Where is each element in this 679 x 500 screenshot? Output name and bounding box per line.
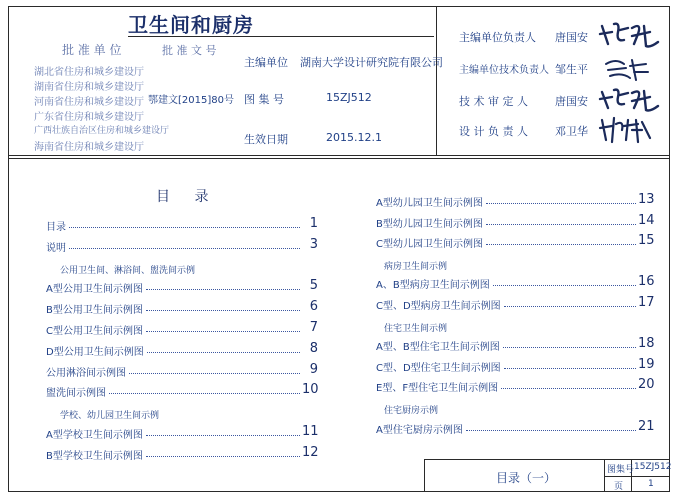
- toc-leader-dots: [146, 310, 300, 311]
- toc-leader-dots: [146, 435, 300, 436]
- signature-image: [598, 114, 656, 144]
- toc-leader-dots: [493, 285, 636, 286]
- toc-section-title: 住宅厨房示例: [384, 406, 439, 416]
- toc-entry[interactable]: [376, 194, 654, 210]
- toc-page-number: 6: [309, 299, 318, 315]
- signature-image: [598, 18, 662, 50]
- toc-page-number: 15: [638, 233, 655, 249]
- toc-leader-dots: [69, 227, 300, 228]
- toc-leader-dots: [129, 373, 300, 374]
- editor-unit-value: 湖南大学设计研究院有限公司: [300, 56, 443, 69]
- toc-entry[interactable]: [46, 340, 318, 359]
- toc-entry[interactable]: [46, 236, 318, 255]
- editor-unit-label: 主编单位: [244, 56, 288, 69]
- toc-entry[interactable]: [46, 361, 318, 380]
- department-name: 广东省住房和城乡建设厅: [34, 112, 144, 123]
- toc-leader-dots: [69, 248, 300, 249]
- toc-page-number: 8: [309, 340, 318, 356]
- toc-leader-dots: [503, 347, 636, 348]
- header-divider: [436, 6, 437, 156]
- toc-entry-label: C型、D型病房卫生间示例图: [376, 301, 501, 312]
- atlas-no-label: 图 集 号: [244, 93, 284, 106]
- toc-page-number: 16: [638, 274, 655, 290]
- toc-entry[interactable]: [376, 235, 654, 251]
- toc-entry-label: D型公用卫生间示例图: [46, 346, 144, 358]
- department-name: 湖北省住房和城乡建设厅: [34, 67, 144, 78]
- toc-leader-dots: [486, 244, 636, 245]
- toc-entry[interactable]: [376, 212, 655, 231]
- toc-page-number: 7: [309, 320, 318, 335]
- person-name: 唐国安: [555, 95, 588, 108]
- toc-entry-label: 目录: [46, 222, 66, 233]
- toc-entry-label: A、B型病房卫生间示例图: [376, 280, 490, 292]
- department-name: 广西壮族自治区住房和城乡建设厅: [34, 126, 170, 136]
- toc-page-number: 12: [302, 444, 319, 460]
- toc-section-title: 住宅卫生间示例: [384, 323, 448, 334]
- toc-section-title: 学校、幼儿园卫生间示例: [60, 411, 160, 422]
- toc-leader-dots: [147, 352, 300, 353]
- title-block-page-label: 页: [614, 482, 624, 492]
- toc-entry-label: A型住宅厨房示例图: [376, 424, 463, 436]
- toc-entry-label: A型公用卫生间示例图: [46, 284, 143, 296]
- toc-leader-dots: [504, 306, 636, 307]
- toc-leader-dots: [486, 203, 636, 204]
- toc-entry-label: E型、F型住宅卫生间示例图: [376, 383, 499, 395]
- signature-image: [598, 84, 662, 114]
- toc-entry[interactable]: [46, 444, 319, 463]
- toc-page-number: 18: [638, 336, 655, 352]
- toc-page-number: 20: [638, 377, 655, 393]
- person-role: 技 术 审 定 人: [459, 95, 528, 108]
- toc-section-title: 公用卫生间、淋浴间、盥洗间示例: [60, 265, 196, 276]
- title-block-top-rule: [424, 459, 670, 460]
- department-name: 河南省住房和城乡建设厅: [34, 97, 144, 108]
- toc-page-number: 5: [309, 278, 318, 294]
- effective-date-value: 2015.12.1: [326, 131, 382, 144]
- toc-leader-dots: [146, 456, 300, 457]
- toc-entry-label: 公用淋浴间示例图: [46, 367, 126, 379]
- toc-leader-dots: [501, 388, 636, 389]
- title-block-left-rule: [424, 459, 425, 492]
- toc-leader-dots: [146, 289, 300, 290]
- title-block-atlas-label: 图集号: [607, 465, 635, 475]
- toc-entry[interactable]: [376, 297, 654, 313]
- toc-entry[interactable]: [376, 276, 654, 292]
- toc-entry-label: B型学校卫生间示例图: [46, 450, 143, 462]
- toc-entry-label: C型公用卫生间示例图: [46, 326, 143, 337]
- toc-entry-label: C型幼儿园卫生间示例图: [376, 239, 483, 251]
- toc-heading: 目 录: [156, 189, 219, 205]
- toc-page-number: 3: [309, 236, 318, 252]
- toc-page-number: 17: [638, 295, 655, 310]
- toc-leader-dots: [146, 331, 300, 332]
- toc-entry[interactable]: [46, 301, 318, 317]
- signature-image: [602, 54, 652, 82]
- toc-entry[interactable]: [46, 426, 318, 442]
- toc-entry[interactable]: [46, 384, 318, 400]
- toc-entry-label: C型、D型住宅卫生间示例图: [376, 362, 501, 374]
- toc-entry-label: 说明: [46, 242, 66, 254]
- toc-entry[interactable]: [376, 379, 654, 395]
- title-block-atlas-value: 15ZJ512: [634, 462, 672, 472]
- toc-entry[interactable]: [46, 218, 318, 234]
- department-name: 湖南省住房和城乡建设厅: [34, 82, 144, 93]
- toc-entry[interactable]: [46, 322, 318, 338]
- header-double-rule: [8, 158, 670, 159]
- toc-leader-dots: [109, 393, 300, 394]
- toc-entry[interactable]: [376, 418, 655, 437]
- effective-date-label: 生效日期: [244, 133, 288, 146]
- department-name: 海南省住房和城乡建设厅: [34, 142, 144, 153]
- title-block-page-value: 1: [648, 479, 654, 489]
- toc-page-number: 1: [309, 216, 318, 231]
- sheet-title: 目录（一）: [496, 471, 557, 485]
- approval-doc-value: 鄂建文[2015]80号: [148, 95, 234, 106]
- toc-entry[interactable]: [46, 280, 318, 296]
- toc-entry-label: A型、B型住宅卫生间示例图: [376, 342, 500, 354]
- toc-entry-label: A型幼儿园卫生间示例图: [376, 198, 483, 209]
- approval-doc-label: 批 准 文 号: [162, 44, 217, 57]
- approval-unit-label: 批 准 单 位: [62, 43, 122, 57]
- toc-leader-dots: [486, 224, 636, 225]
- toc-entry[interactable]: [376, 356, 655, 375]
- person-name: 邓卫华: [555, 125, 588, 138]
- toc-section-title: 病房卫生间示例: [384, 261, 448, 272]
- toc-page-number: 10: [302, 382, 319, 398]
- toc-entry[interactable]: [376, 338, 654, 354]
- toc-entry-label: A型学校卫生间示例图: [46, 430, 143, 441]
- person-role: 设 计 负 责 人: [459, 125, 528, 138]
- toc-page-number: 13: [638, 192, 655, 207]
- toc-leader-dots: [504, 368, 636, 369]
- toc-leader-dots: [466, 430, 636, 431]
- toc-entry-label: B型公用卫生间示例图: [46, 305, 143, 317]
- title-block-mid-rule: [604, 476, 670, 477]
- person-name: 邹生平: [555, 63, 588, 76]
- toc-page-number: 11: [302, 424, 319, 439]
- person-name: 唐国安: [555, 31, 588, 44]
- toc-page-number: 9: [309, 361, 318, 377]
- toc-page-number: 19: [638, 356, 655, 372]
- atlas-no-value: 15ZJ512: [326, 91, 372, 104]
- page-title: 卫生间和厨房: [128, 13, 254, 37]
- header-bottom-rule: [8, 155, 670, 156]
- person-role: 主编单位技术负责人: [459, 65, 549, 76]
- person-role: 主编单位负责人: [459, 31, 536, 44]
- toc-page-number: 21: [638, 418, 655, 434]
- toc-entry-label: B型幼儿园卫生间示例图: [376, 218, 483, 230]
- toc-entry-label: 盥洗间示例图: [46, 388, 106, 400]
- toc-page-number: 14: [638, 212, 655, 228]
